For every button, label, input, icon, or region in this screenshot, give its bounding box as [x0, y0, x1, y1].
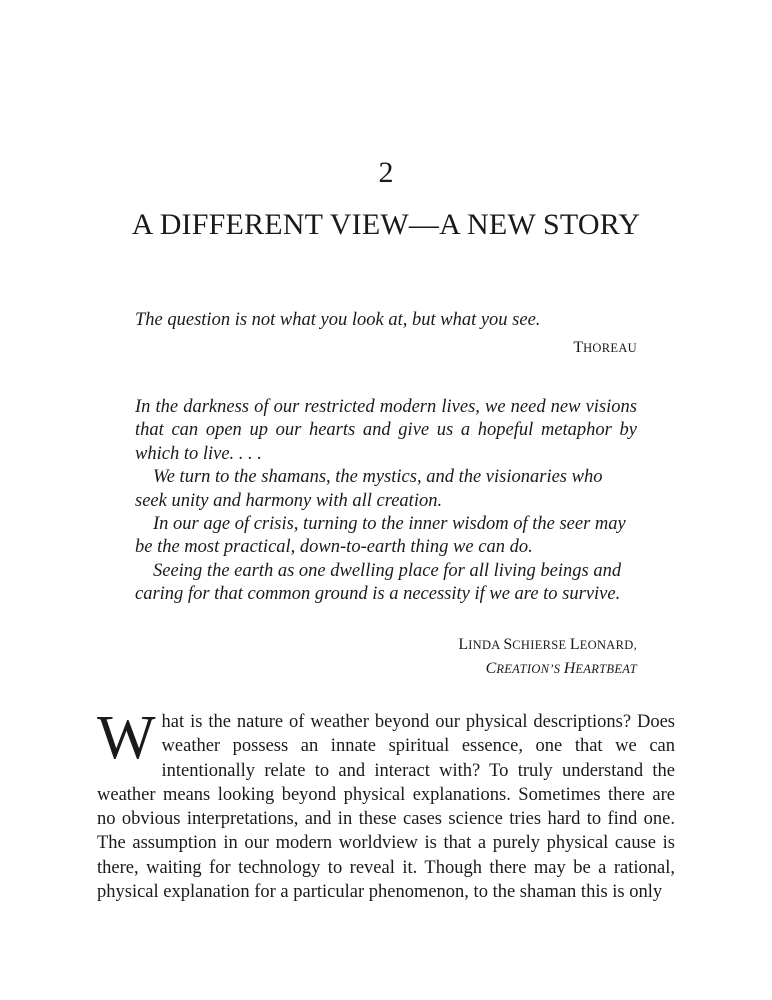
author-part: EONARD, — [579, 637, 637, 652]
epigraph-paragraph: Seeing the earth as one dwelling place for all living beings and caring for that common ground is a necessity if we are to survive. — [135, 560, 622, 605]
source-initial: H — [563, 659, 576, 677]
epigraph-attribution — [135, 633, 637, 681]
drop-cap: W — [97, 704, 156, 772]
epigraph-attribution — [135, 337, 637, 359]
source-part: REATION’S — [496, 661, 564, 676]
author-part: CHIERSE — [512, 637, 570, 652]
attribution-initial: T — [573, 339, 584, 356]
chapter-number: 2 — [378, 156, 394, 189]
chapter-title: A DIFFERENT VIEW—A NEW STORY — [131, 208, 641, 241]
body-paragraph — [97, 704, 675, 904]
attribution-author — [135, 633, 637, 657]
attribution-rest: HOREAU — [583, 341, 637, 355]
epigraph-leonard — [135, 396, 637, 681]
source-part: EARTBEAT — [575, 661, 637, 676]
epigraph-paragraph: In our age of crisis, turning to the inner wisdom of the seer may be the most practical, down-to-earth thing we can do. — [135, 514, 626, 558]
author-part: INDA — [468, 637, 504, 652]
epigraph-paragraph: We turn to the shamans, the mystics, and the visionaries who seek unity and harmony with all creation. — [135, 467, 603, 511]
epigraph-thoreau — [135, 308, 637, 359]
author-initial: S — [503, 635, 513, 653]
body-text: hat is the nature of weather beyond our physical descriptions? Does weather possess an innate spiritual essence, one that we can intentionally relate to and interact with? To truly understand the weather means looking beyond physical explanations. Sometimes there are no obvious interpretations, and in these cases science tries hard to find one. The assumption in our modern worldview is that a purely physical cause is there, waiting for technology to reveal it. Though there may be a rational, physical explanation for a particular phenomenon, to the shaman this is only — [97, 712, 675, 903]
author-initial: L — [569, 635, 580, 653]
source-initial: C — [485, 659, 497, 677]
epigraph-quote: The question is not what you look at, but what you see. — [135, 310, 541, 330]
epigraph-paragraph: In the darkness of our restricted modern lives, we need new visions that can open up our hearts and give us a hopeful metaphor by which to live. . . . — [135, 397, 637, 464]
attribution-source — [135, 657, 637, 681]
author-initial: L — [458, 635, 469, 653]
